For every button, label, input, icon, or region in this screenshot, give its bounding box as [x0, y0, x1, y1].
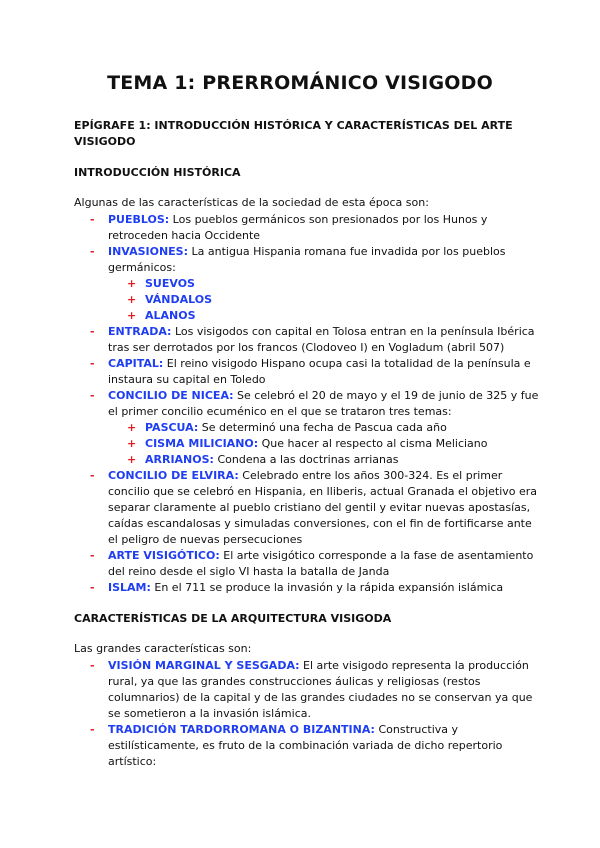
item-text: se sometieron a la invasión islámica. — [108, 707, 311, 720]
list-item-islam — [108, 580, 548, 596]
item-text: del reino desde el siglo VI hasta la batalla de Janda — [108, 565, 390, 578]
list-item-concilio-nicea — [108, 388, 548, 420]
arch-heading: CARACTERÍSTICAS DE LA ARQUITECTURA VISIGODA — [74, 612, 392, 625]
sub-bullet-marker: + — [127, 277, 137, 290]
intro-lead: Algunas de las características de la sociedad de esta época son: — [74, 196, 429, 209]
epigrafe-line-2: VISIGODO — [74, 135, 136, 148]
sub-bullet-marker: + — [127, 453, 137, 466]
item-text: artístico: — [108, 755, 157, 768]
bullet-marker: - — [90, 549, 95, 562]
sub-item-alanos: ALANOS — [145, 309, 196, 322]
keyword: CISMA MILICIANO: — [145, 437, 259, 450]
item-text: Celebrado entre los años 300-324. Es el primer — [238, 469, 503, 482]
item-text: Condena a las doctrinas arrianas — [213, 453, 399, 466]
item-text: concilio que se celebró en Hispania, en Iliberis, actual Granada el objetivo era — [108, 485, 538, 498]
list-item-concilio-elvira — [108, 468, 548, 548]
list-item-invasiones — [108, 244, 528, 276]
item-text: En el 711 se produce la invasión y la rápida expansión islámica — [150, 581, 504, 594]
sub-bullet-marker: + — [127, 421, 137, 434]
bullet-marker: - — [90, 659, 95, 672]
list-item-entrada — [108, 324, 548, 356]
item-text: el peligro de nuevas persecuciones — [108, 533, 303, 546]
keyword: CAPITAL: — [108, 357, 164, 370]
bullet-marker: - — [90, 357, 95, 370]
item-text: el primer concilio ecuménico en el que se trataron tres temas: — [108, 405, 452, 418]
item-text: tras ser derrotados por los francos (Clodoveo I) en Vogladum (abril 507) — [108, 341, 505, 354]
sub-bullet-marker: + — [127, 309, 137, 322]
bullet-marker: - — [90, 389, 95, 402]
bullet-marker: - — [90, 213, 95, 226]
sub-item-suevos: SUEVOS — [145, 277, 195, 290]
list-item-vision-marginal — [108, 658, 548, 722]
item-text: instaura su capital en Toledo — [108, 373, 266, 386]
item-text: Los pueblos germánicos son presionados por los Hunos y — [169, 213, 488, 226]
keyword: ISLAM: — [108, 581, 151, 594]
keyword: VISIÓN MARGINAL Y SESGADA: — [108, 659, 300, 672]
keyword: TRADICIÓN TARDORROMANA O BIZANTINA: — [108, 723, 375, 736]
sub-bullet-marker: + — [127, 293, 137, 306]
keyword: ENTRADA: — [108, 325, 172, 338]
item-text: Se celebró el 20 de mayo y el 19 de junio de 325 y fue — [233, 389, 539, 402]
list-item-tradicion — [108, 722, 548, 770]
bullet-marker: - — [90, 723, 95, 736]
item-text: germánicos: — [108, 261, 176, 274]
bullet-marker: - — [90, 469, 95, 482]
sub-bullet-marker: + — [127, 437, 137, 450]
list-item-arte-visigotico — [108, 548, 548, 580]
item-text: retroceden hacia Occidente — [108, 229, 261, 242]
epigrafe-line-1: EPÍGRAFE 1: INTRODUCCIÓN HISTÓRICA Y CARACTERÍSTICAS DEL ARTE — [74, 119, 513, 132]
keyword: PASCUA: — [145, 421, 199, 434]
epigrafe-heading — [74, 118, 534, 150]
sub-item-cisma — [145, 436, 525, 452]
sub-item-arrianos — [145, 452, 525, 468]
keyword: CONCILIO DE NICEA: — [108, 389, 234, 402]
item-text: separar claramente al pueblo cristiano del gentil y evitar nuevas apostasías, — [108, 501, 531, 514]
sub-item-pascua — [145, 420, 525, 436]
item-text: El reino visigodo Hispano ocupa casi la totalidad de la península e — [163, 357, 531, 370]
bullet-marker: - — [90, 245, 95, 258]
arch-lead: Las grandes características son: — [74, 642, 252, 655]
bullet-marker: - — [90, 581, 95, 594]
item-text: La antigua Hispania romana fue invadida por los pueblos — [188, 245, 506, 258]
item-text: Constructiva y — [374, 723, 459, 736]
keyword: ARTE VISIGÓTICO: — [108, 549, 220, 562]
item-text: rural, ya que las grandes construcciones áulicas y religiosas (restos — [108, 675, 481, 688]
item-text: Se determinó una fecha de Pascua cada año — [198, 421, 447, 434]
bullet-marker: - — [90, 325, 95, 338]
item-text: Los visigodos con capital en Tolosa entran en la península Ibérica — [171, 325, 535, 338]
item-text: Que hacer al respecto al cisma Meliciano — [258, 437, 488, 450]
list-item-pueblos — [108, 212, 528, 244]
list-item-capital — [108, 356, 548, 388]
item-text: estilísticamente, es fruto de la combinación variada de dicho repertorio — [108, 739, 503, 752]
item-text: El arte visigodo representa la producción — [299, 659, 529, 672]
keyword: INVASIONES: — [108, 245, 188, 258]
item-text: El arte visigótico corresponde a la fase de asentamiento — [219, 549, 534, 562]
sub-item-vandalos: VÁNDALOS — [145, 293, 213, 306]
item-text: columnarios) de la capital y de las grandes ciudades no se conservan ya que — [108, 691, 533, 704]
item-text: caídas escandalosas y simuladas conversiones, con el fin de fortificarse ante — [108, 517, 532, 530]
keyword: PUEBLOS: — [108, 213, 170, 226]
keyword: CONCILIO DE ELVIRA: — [108, 469, 239, 482]
keyword: ARRIANOS: — [145, 453, 214, 466]
intro-heading: INTRODUCCIÓN HISTÓRICA — [74, 166, 241, 179]
document-title: TEMA 1: PRERROMÁNICO VISIGODO — [107, 72, 493, 94]
